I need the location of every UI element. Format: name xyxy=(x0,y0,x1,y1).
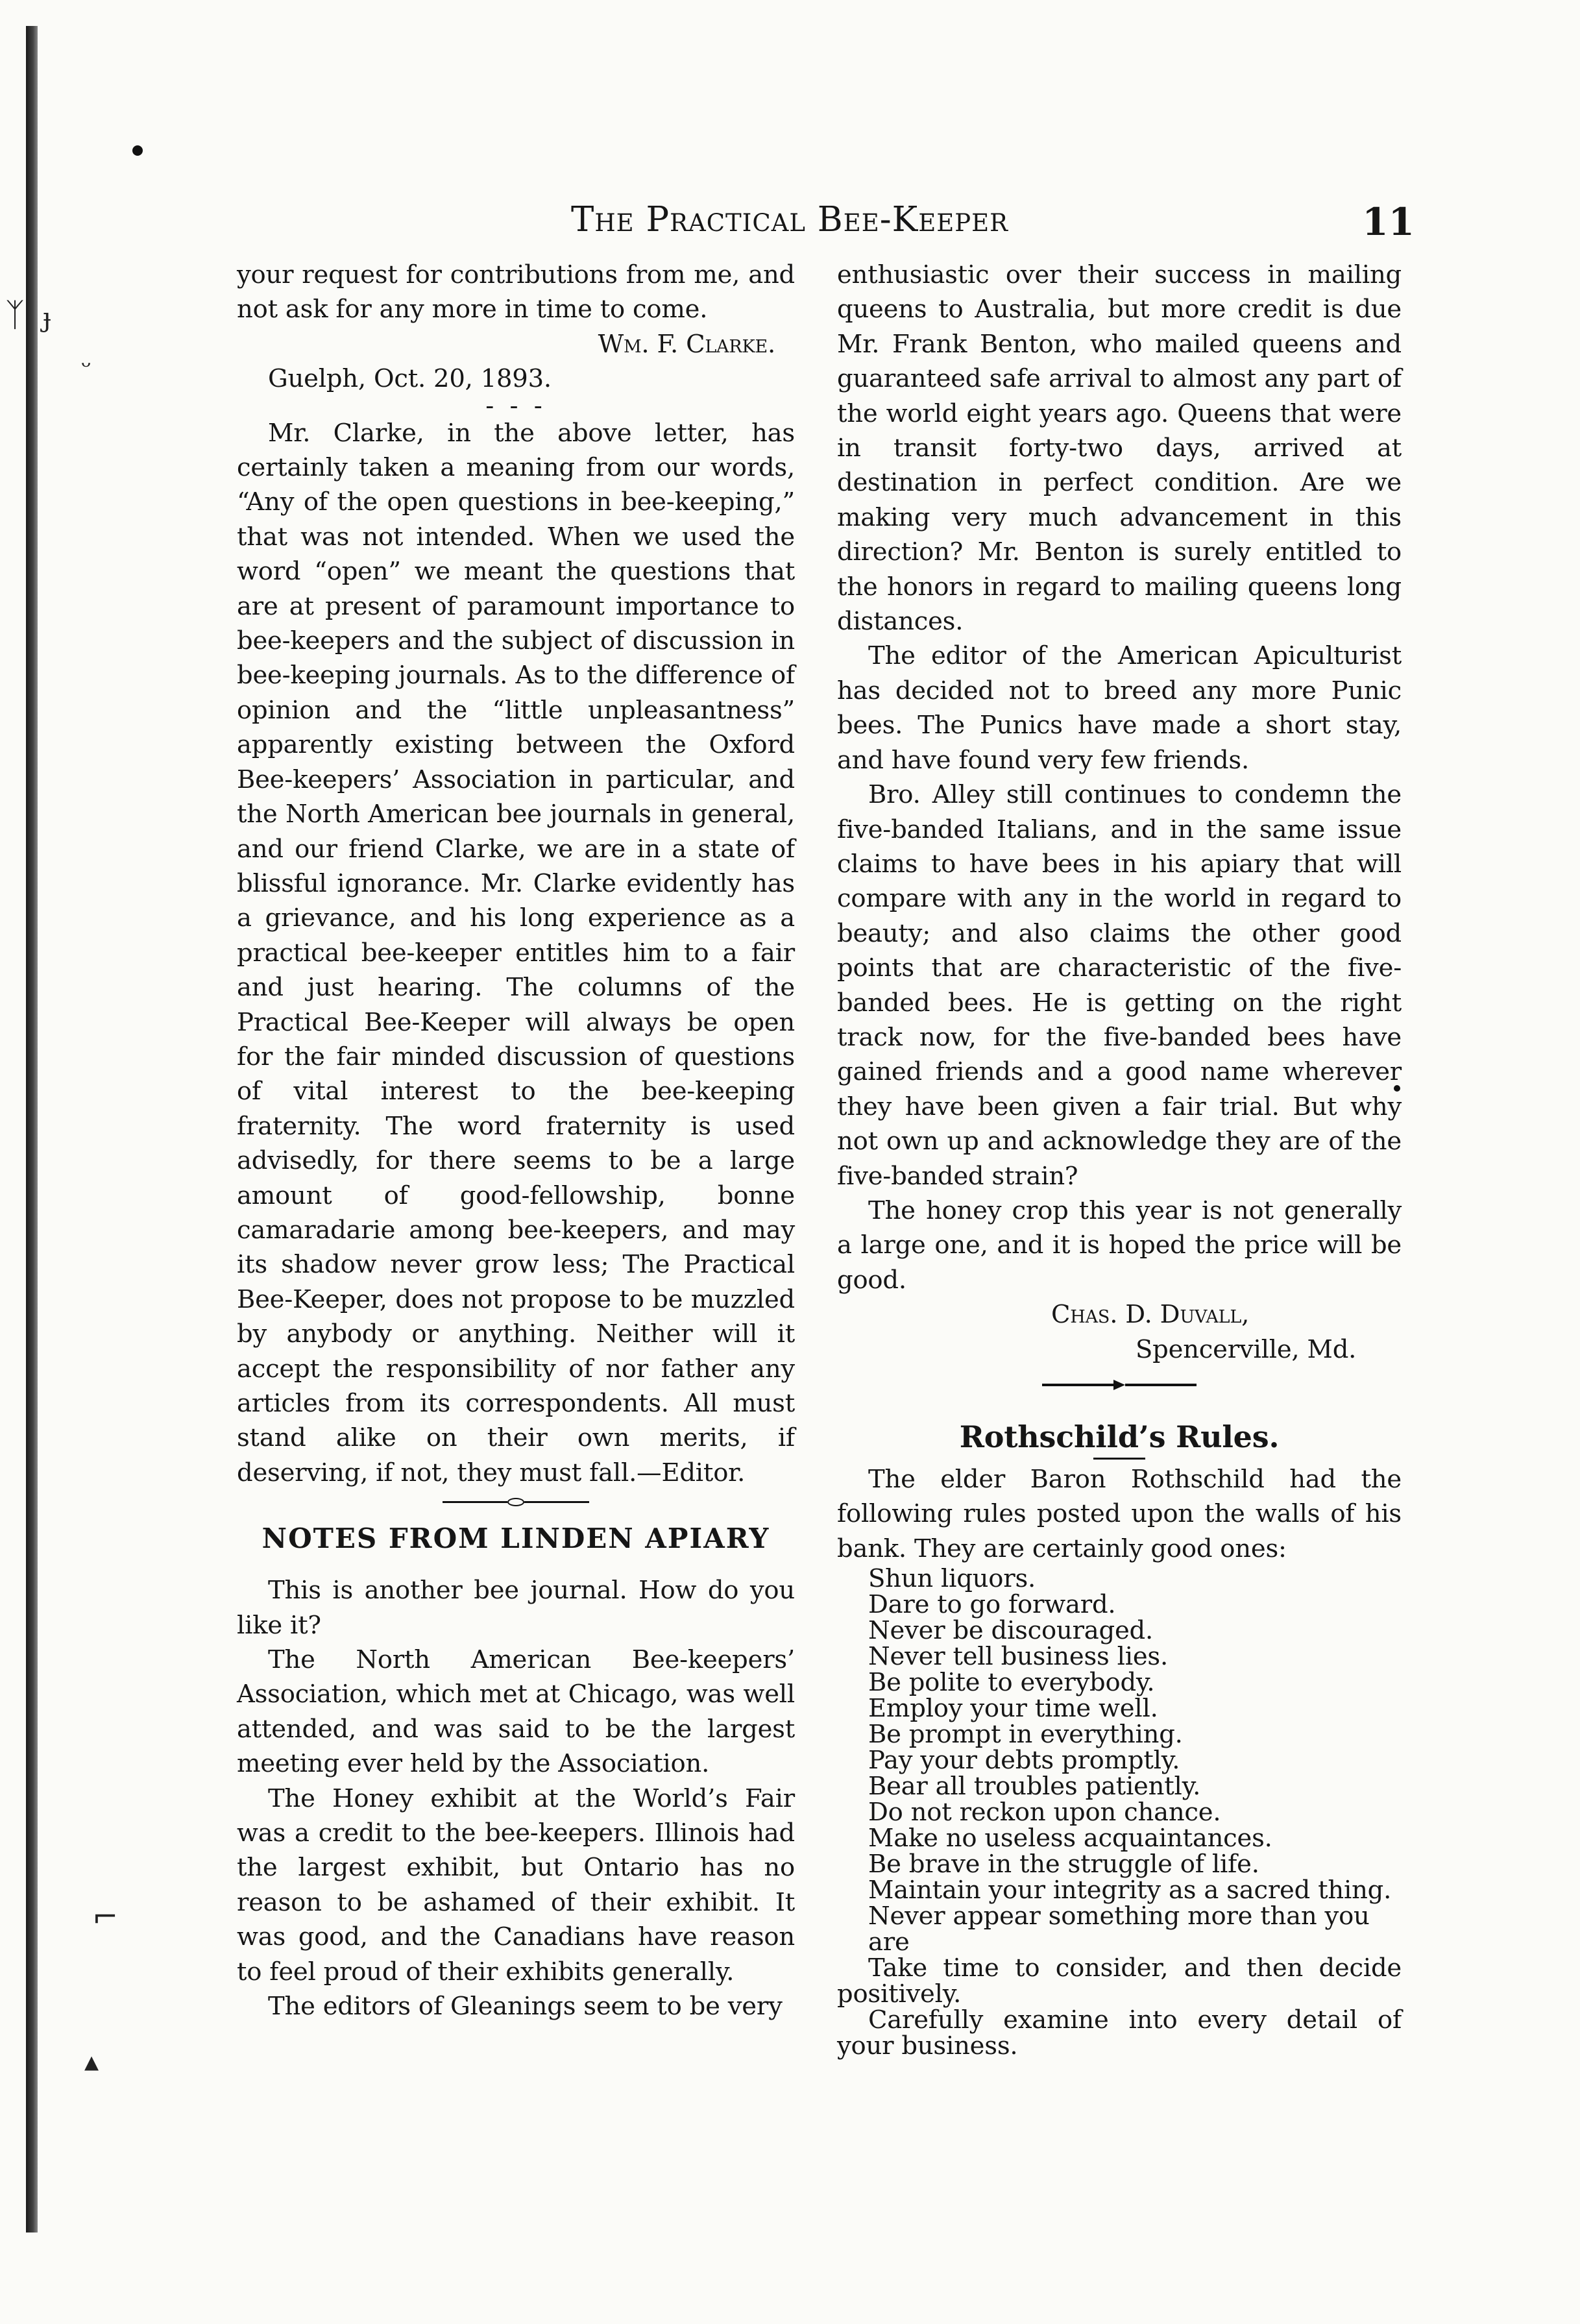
rule-item: Never be discouraged. xyxy=(868,1616,1154,1646)
rule-item: Dare to go forward. xyxy=(868,1590,1116,1620)
paragraph: your request for contributions from me, and not ask for any more in time to come. xyxy=(237,260,795,324)
signature: Wm. F. Clarke. xyxy=(598,329,775,359)
dateline: Guelph, Oct. 20, 1893. xyxy=(268,364,552,394)
rule-item: Carefully examine into every detail of your business. xyxy=(837,2005,1402,2061)
rule-item: Be polite to everybody. xyxy=(868,1668,1155,1698)
rule-item: Take time to consider, and then decide positively. xyxy=(837,1953,1402,2009)
paragraph: This is another bee journal. How do you like it? xyxy=(237,1576,795,1640)
rules-list xyxy=(837,1566,1402,1955)
paragraph: enthusiastic over their success in mailing queens to Australia, but more credit is due Mr. Frank Benton, who mailed queens and guaranteed safe arrival to almost any part of the world eight years ago. Queens that were in transit forty-two days, arrived at destination in perfect condition. Are we making very much advancement in this direction? Mr. Benton is surely entitled to the honors in regard to mailing queens long distances. xyxy=(837,260,1402,637)
rule-item: Do not reckon upon chance. xyxy=(868,1798,1221,1828)
paragraph: The Honey exhibit at the World’s Fair was a credit to the bee-keepers. Illinois had the largest exhibit, but Ontario has no reason to be ashamed of their exhibit. It was good, and the Canadians have reason to feel proud of their exhibits generally. xyxy=(237,1783,795,1987)
left-column xyxy=(237,258,795,2024)
rule-item: Be prompt in everything. xyxy=(868,1720,1183,1750)
page-binding-edge xyxy=(26,26,38,2232)
rule-item: Be brave in the struggle of life. xyxy=(868,1850,1259,1879)
signature-name: Chas. D. Duvall, xyxy=(1051,1300,1250,1330)
rule-item: Pay your debts promptly. xyxy=(868,1746,1180,1776)
page-number: 11 xyxy=(1362,200,1415,244)
rule-item: Never tell business lies. xyxy=(868,1642,1169,1672)
right-column xyxy=(837,258,1402,2059)
ornamental-rule xyxy=(837,1367,1402,1403)
paragraph: Bro. Alley still continues to condemn the five-banded Italians, and in the same issue claims to have bees in his apiary that will compare with any in the world in regard to beauty; and also claims the other good points that are characteristic of the five-banded bees. He is getting on the right track now, for the five-banded bees have gained friends and a good name wherever they have been given a fair trial. But why not own up and acknowledge they are of the five-banded strain? xyxy=(837,780,1402,1191)
rule-item: Shun liquors. xyxy=(868,1564,1036,1594)
section-heading: NOTES FROM LINDEN APIARY xyxy=(261,1523,770,1555)
rule-item: Never appear something more than you are xyxy=(868,1902,1370,1957)
rule-item: Employ your time well. xyxy=(868,1694,1158,1724)
ink-dot xyxy=(132,145,143,156)
page-header xyxy=(571,200,1415,245)
paragraph: The North American Bee-keepers’ Association, which met at Chicago, was well attended, and was said to be the largest meeting ever held by the Association. xyxy=(237,1645,795,1779)
section-heading: Rothschild’s Rules. xyxy=(959,1419,1280,1454)
rule-item: Bear all troubles patiently. xyxy=(868,1772,1201,1802)
ornamental-rule xyxy=(237,1490,795,1513)
margin-mark: ▴ xyxy=(84,2045,99,2078)
editor-reply: Mr. Clarke, in the above letter, has certainly taken a meaning from our words, “Any of the open questions in bee-keeping,” that was not intended. When we used the word “open” we meant the questions that are at present of paramount importance to bee-keepers and the subject of discussion in bee-keeping journals. As to the difference of opinion and the “little unpleasantness” apparently existing between the Oxford Bee-keepers’ Association in particular, and the North American bee journals in general, and our friend Clarke, we are in a state of blissful ignorance. Mr. Clarke evidently has a grievance, and his long experience as a practical bee-keeper entitles him to a fair and just hearing. The columns of the Practical Bee-Keeper will always be open for the fair minded discussion of questions of vital interest to the bee-keeping fraternity. The word fraternity is used advisedly, for there seems to be a large amount of good-fellowship, bonne camaradarie among bee-keepers, and may its shadow never grow less; The Practical Bee-Keeper, does not propose to be muzzled by anybody or anything. Neither will it accept the responsibility of nor father any articles from its correspondents. All must stand alike on their own merits, if deserving, if not, they must fall.—Editor. xyxy=(237,418,795,1487)
rule-item: Make no useless acquaintances. xyxy=(868,1824,1272,1853)
paragraph: The editors of Gleanings seem to be very xyxy=(268,1992,783,2022)
signature-place: Spencerville, Md. xyxy=(1136,1334,1357,1364)
paragraph: The elder Baron Rothschild had the following rules posted upon the walls of his bank. They are certainly good ones: xyxy=(837,1465,1402,1563)
running-head: The Practical Bee-Keeper xyxy=(571,200,1009,239)
heading-rule xyxy=(1093,1458,1145,1460)
paragraph: The editor of the American Apiculturist has decided not to breed any more Punic bees. The Punics have made a short stay, and have found very few friends. xyxy=(837,641,1402,775)
margin-mark: ɟ xyxy=(43,303,51,333)
margin-mark: ᛉ xyxy=(5,296,25,334)
margin-mark: ᵕ xyxy=(81,352,91,382)
margin-mark: ⌐ xyxy=(92,1899,119,1935)
separator: - - - xyxy=(485,391,546,421)
paragraph: The honey crop this year is not generally a large one, and it is hoped the price will be good. xyxy=(837,1195,1402,1295)
rule-item: Maintain your integrity as a sacred thing. xyxy=(868,1876,1392,1905)
